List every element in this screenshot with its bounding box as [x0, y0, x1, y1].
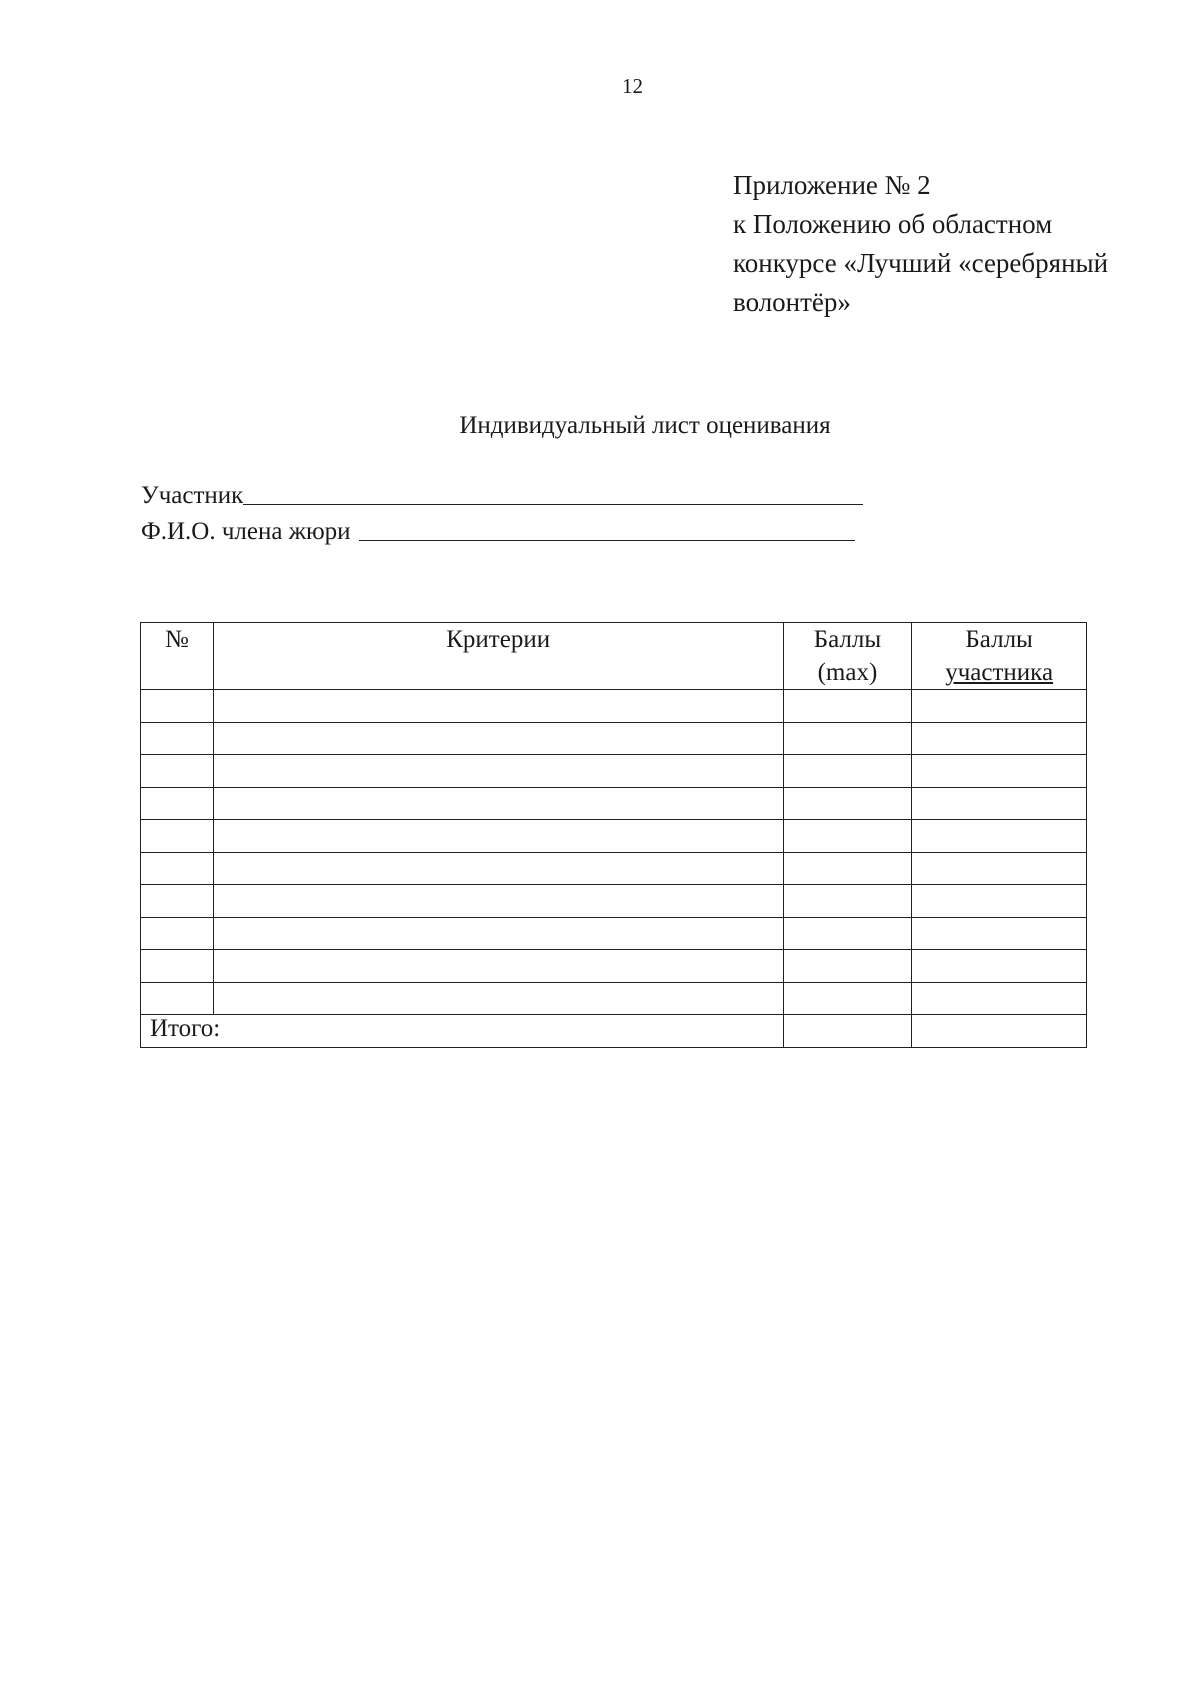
row-criteria-cell[interactable]	[213, 690, 783, 723]
row-participant-cell[interactable]	[912, 917, 1087, 950]
header-number: №	[141, 623, 214, 690]
table-row	[141, 950, 1087, 983]
row-criteria-cell[interactable]	[213, 917, 783, 950]
total-participant-cell[interactable]	[912, 1015, 1087, 1048]
table-row	[141, 885, 1087, 918]
row-criteria-cell[interactable]	[213, 982, 783, 1015]
evaluation-table	[140, 622, 1087, 1048]
document-title: Индивидуальный лист оценивания	[459, 412, 831, 439]
table-body	[141, 690, 1087, 1048]
participant-label: Участник	[141, 482, 244, 509]
row-participant-cell[interactable]	[912, 950, 1087, 983]
row-criteria-cell[interactable]	[213, 722, 783, 755]
row-participant-cell[interactable]	[912, 852, 1087, 885]
row-number-cell[interactable]	[141, 787, 214, 820]
row-participant-cell[interactable]	[912, 787, 1087, 820]
row-number-cell[interactable]	[141, 950, 214, 983]
participant-input-line[interactable]	[243, 503, 863, 505]
row-number-cell[interactable]	[141, 755, 214, 788]
row-criteria-cell[interactable]	[213, 787, 783, 820]
row-number-cell[interactable]	[141, 820, 214, 853]
appendix-line: Приложение № 2	[733, 170, 931, 200]
row-criteria-cell[interactable]	[213, 755, 783, 788]
row-max-cell[interactable]	[783, 917, 912, 950]
appendix-line: конкурсе «Лучший «серебряный	[733, 248, 1109, 278]
appendix-line: к Положению об областном	[733, 209, 1053, 239]
table-header-row	[141, 623, 1087, 690]
row-max-cell[interactable]	[783, 755, 912, 788]
header-participant-line2: участника	[945, 659, 1054, 686]
row-max-cell[interactable]	[783, 950, 912, 983]
table-row	[141, 690, 1087, 723]
total-label: Итого:	[141, 1015, 784, 1048]
header-participant-points	[912, 623, 1087, 690]
row-participant-cell[interactable]	[912, 690, 1087, 723]
jury-member-field	[141, 514, 855, 546]
row-number-cell[interactable]	[141, 690, 214, 723]
header-max-line1: Баллы	[813, 626, 882, 653]
row-participant-cell[interactable]	[912, 820, 1087, 853]
participant-field	[141, 478, 863, 510]
row-number-cell[interactable]	[141, 885, 214, 918]
table-row	[141, 820, 1087, 853]
table-row	[141, 722, 1087, 755]
row-max-cell[interactable]	[783, 722, 912, 755]
row-max-cell[interactable]	[783, 982, 912, 1015]
total-max-cell[interactable]	[783, 1015, 912, 1048]
table-row	[141, 917, 1087, 950]
header-participant-line1: Баллы	[965, 626, 1033, 653]
page-number: 12	[622, 74, 643, 98]
row-max-cell[interactable]	[783, 852, 912, 885]
jury-member-label: Ф.И.О. члена жюри	[141, 518, 351, 545]
row-number-cell[interactable]	[141, 722, 214, 755]
table-row	[141, 787, 1087, 820]
row-max-cell[interactable]	[783, 820, 912, 853]
row-participant-cell[interactable]	[912, 982, 1087, 1015]
row-max-cell[interactable]	[783, 787, 912, 820]
row-criteria-cell[interactable]	[213, 885, 783, 918]
header-max-points	[783, 623, 912, 690]
row-criteria-cell[interactable]	[213, 852, 783, 885]
table-row	[141, 755, 1087, 788]
jury-member-input-line[interactable]	[359, 539, 855, 541]
row-max-cell[interactable]	[783, 885, 912, 918]
appendix-line: волонтёр»	[733, 287, 851, 317]
row-number-cell[interactable]	[141, 982, 214, 1015]
header-max-line2: (max)	[817, 659, 878, 686]
row-criteria-cell[interactable]	[213, 950, 783, 983]
total-row	[141, 1015, 1087, 1048]
row-participant-cell[interactable]	[912, 722, 1087, 755]
appendix-reference	[733, 166, 1153, 322]
table-row	[141, 852, 1087, 885]
row-max-cell[interactable]	[783, 690, 912, 723]
row-criteria-cell[interactable]	[213, 820, 783, 853]
header-criteria: Критерии	[213, 623, 783, 690]
row-participant-cell[interactable]	[912, 755, 1087, 788]
table-row	[141, 982, 1087, 1015]
row-number-cell[interactable]	[141, 917, 214, 950]
row-participant-cell[interactable]	[912, 885, 1087, 918]
row-number-cell[interactable]	[141, 852, 214, 885]
